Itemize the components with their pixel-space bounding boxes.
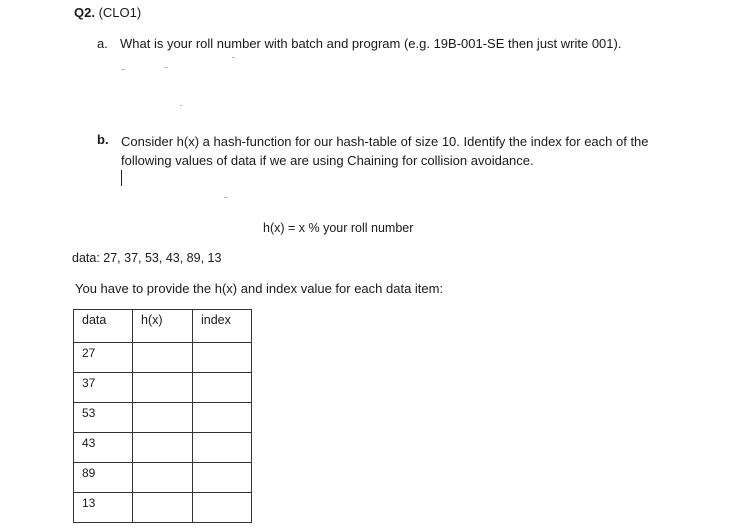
cell-index[interactable]: [193, 463, 252, 493]
table-header-row: [74, 310, 252, 343]
cell-data: 43: [74, 433, 133, 463]
cell-data: 89: [74, 463, 133, 493]
question-label: Q2.: [74, 5, 95, 20]
stray-mark: [232, 57, 235, 58]
table-row: [74, 343, 252, 373]
stray-mark: [164, 67, 168, 68]
stray-mark: [224, 197, 228, 198]
header-index: index: [193, 310, 252, 343]
cell-data: 37: [74, 373, 133, 403]
table-row: [74, 403, 252, 433]
cell-index[interactable]: [193, 403, 252, 433]
part-b-marker: b.: [97, 132, 109, 147]
part-a-marker: a.: [97, 36, 108, 51]
cell-hx[interactable]: [133, 493, 193, 523]
cell-hx[interactable]: [133, 433, 193, 463]
question-title: [74, 5, 141, 20]
part-b-text: [121, 132, 649, 170]
table-row: [74, 373, 252, 403]
table-row: [74, 433, 252, 463]
instruction-text: You have to provide the h(x) and index value for each data item:: [75, 281, 444, 296]
question-clo: (CLO1): [98, 5, 142, 20]
header-hx: h(x): [133, 310, 193, 343]
part-a-text: What is your roll number with batch and program (e.g. 19B-001-SE then just write 001).: [120, 36, 622, 51]
part-b-line-1: Consider h(x) a hash-function for our hash-table of size 10. Identify the index for each of the: [121, 134, 649, 149]
table-row: [74, 493, 252, 523]
data-values: data: 27, 37, 53, 43, 89, 13: [72, 251, 222, 265]
table-row: [74, 463, 252, 493]
part-b-line-2: following values of data if we are using Chaining for collision avoidance.: [121, 153, 534, 168]
hash-formula: h(x) = x % your roll number: [263, 221, 414, 235]
cell-data: 53: [74, 403, 133, 433]
answer-table: [73, 309, 252, 523]
stray-mark: [180, 105, 182, 106]
cell-data: 27: [74, 343, 133, 373]
cell-data: 13: [74, 493, 133, 523]
cell-index[interactable]: [193, 493, 252, 523]
cell-index[interactable]: [193, 373, 252, 403]
stray-mark: [121, 69, 125, 70]
cell-hx[interactable]: [133, 343, 193, 373]
text-cursor: [121, 170, 122, 186]
cell-hx[interactable]: [133, 463, 193, 493]
header-data: data: [74, 310, 133, 343]
cell-index[interactable]: [193, 343, 252, 373]
cell-hx[interactable]: [133, 403, 193, 433]
cell-hx[interactable]: [133, 373, 193, 403]
cell-index[interactable]: [193, 433, 252, 463]
